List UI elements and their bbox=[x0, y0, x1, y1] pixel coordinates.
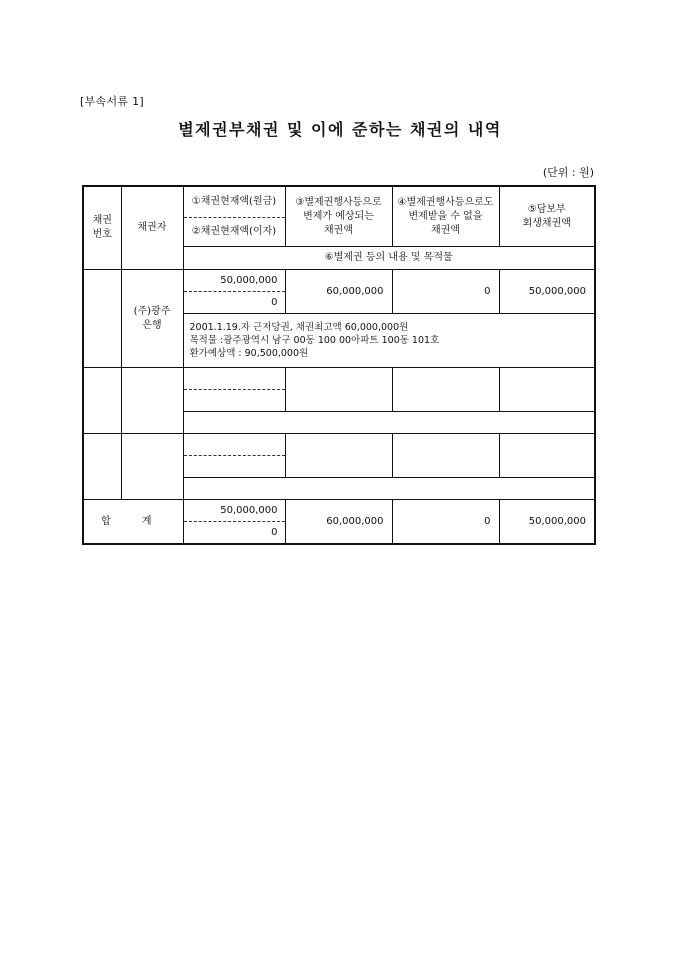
total-unpaid: 0 bbox=[392, 500, 499, 545]
header-amount-current bbox=[183, 186, 285, 247]
table-cell-secured bbox=[499, 434, 595, 478]
header-secured: ⑤담보부 회생채권액 bbox=[499, 186, 595, 247]
header-principal: ①채권현재액(원금) bbox=[184, 187, 285, 218]
details-cell bbox=[183, 314, 595, 368]
table-cell-secured bbox=[499, 368, 595, 412]
table-cell-principal-interest bbox=[183, 368, 285, 412]
table-cell-bond-no bbox=[83, 368, 121, 434]
details-line: 2001.1.19.자 근저당권, 채권최고액 60,000,000원 bbox=[189, 321, 409, 333]
expected-value: 60,000,000 bbox=[285, 270, 392, 314]
table-cell-bond-no bbox=[83, 434, 121, 500]
table-cell-bond-no bbox=[83, 270, 121, 368]
details-line: 환가예상액 : 90,500,000원 bbox=[189, 348, 309, 360]
header-bond-no: 채권 번호 bbox=[83, 186, 121, 270]
total-expected: 60,000,000 bbox=[285, 500, 392, 545]
table-cell-creditor bbox=[121, 368, 183, 434]
attachment-label: [부속서류 1] bbox=[80, 95, 144, 108]
header-creditor: 채권자 bbox=[121, 186, 183, 270]
header-details: ⑥별제권 등의 내용 및 목적물 bbox=[183, 247, 595, 270]
table-cell-creditor: (주)광주 은행 bbox=[121, 270, 183, 368]
table-cell-principal-interest bbox=[183, 270, 285, 314]
header-interest: ②채권현재액(이자) bbox=[191, 226, 277, 237]
table-cell-unpaid bbox=[392, 368, 499, 412]
total-interest: 0 bbox=[271, 527, 278, 538]
table-cell-unpaid bbox=[392, 434, 499, 478]
details-cell bbox=[183, 412, 595, 434]
details-cell bbox=[183, 478, 595, 500]
header-unpaid: ④별제권행사등으로도 변제받을 수 없을 채권액 bbox=[392, 186, 499, 247]
total-principal-interest bbox=[183, 500, 285, 545]
principal-value: 50,000,000 bbox=[184, 270, 285, 292]
table-cell-creditor bbox=[121, 434, 183, 500]
secured-value: 50,000,000 bbox=[499, 270, 595, 314]
total-secured: 50,000,000 bbox=[499, 500, 595, 545]
table-cell-expected bbox=[285, 434, 392, 478]
interest-value: 0 bbox=[271, 297, 278, 308]
unit-label: (단위 : 원) bbox=[542, 166, 594, 179]
page-title: 별제권부채권 및 이에 준하는 채권의 내역 bbox=[178, 120, 502, 139]
table-cell-expected bbox=[285, 368, 392, 412]
total-principal: 50,000,000 bbox=[184, 500, 285, 522]
total-label: 합 계 bbox=[83, 500, 183, 545]
unpaid-value: 0 bbox=[392, 270, 499, 314]
bond-table bbox=[82, 185, 596, 545]
header-expected: ③별제권행사등으로 변제가 예상되는 채권액 bbox=[285, 186, 392, 247]
details-line: 목적물 :광주광역시 남구 00동 100 00아파트 100동 101호 bbox=[189, 334, 440, 346]
table-cell-principal-interest bbox=[183, 434, 285, 478]
